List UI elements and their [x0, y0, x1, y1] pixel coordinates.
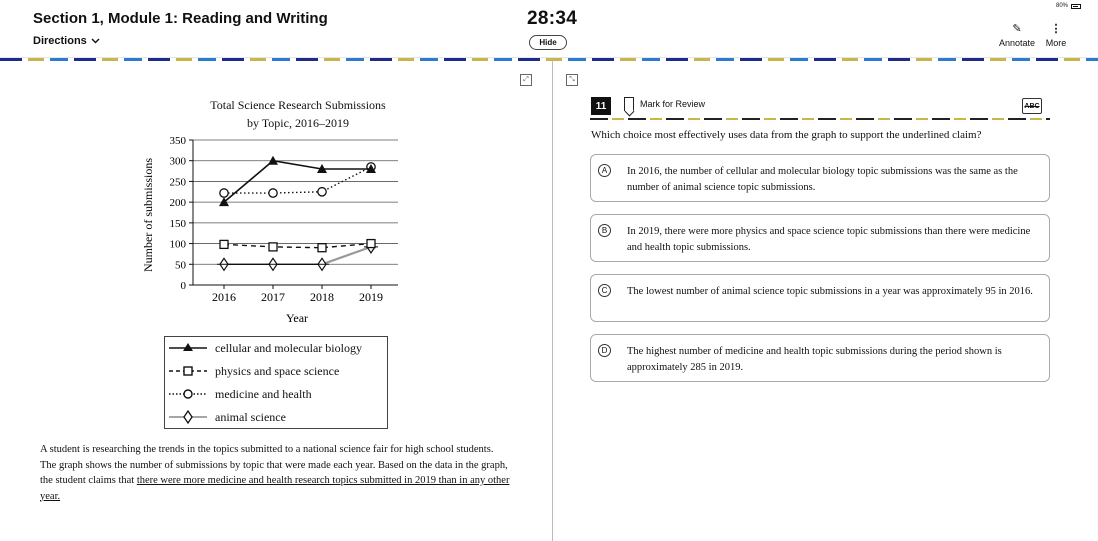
data-point-triangle — [268, 156, 278, 165]
x-tick-label: 2016 — [212, 290, 236, 304]
x-axis-label: Year — [285, 311, 309, 325]
choice-text: The highest number of medicine and health topic submissions during the period shown is approximately 285 in 2019. — [627, 346, 1002, 373]
y-tick-label: 100 — [169, 238, 186, 251]
status-bar — [1056, 3, 1081, 9]
more-vertical-icon: ⋮ — [1050, 23, 1062, 35]
passage — [40, 442, 510, 504]
series-line-square — [224, 244, 371, 248]
pencil-icon: ✎ — [1012, 23, 1022, 35]
bookmark-icon — [624, 97, 634, 111]
timer: 28:34 — [527, 8, 578, 29]
header-divider — [0, 58, 1098, 61]
choice-text: In 2019, there were more physics and space science topic submissions than there were medicine and health topic submissions. — [627, 226, 1031, 253]
panel-divider[interactable] — [552, 60, 553, 541]
y-tick-label: 50 — [175, 259, 186, 272]
choice-letter: D — [598, 344, 611, 357]
y-tick-label: 0 — [180, 280, 186, 292]
annotate-button[interactable] — [998, 22, 1036, 48]
data-point-square — [367, 240, 375, 248]
question-prompt: Which choice most effectively uses data from the graph to support the underlined claim? — [591, 129, 982, 141]
series-line-circle — [224, 167, 371, 193]
y-tick-label: 250 — [169, 176, 186, 189]
y-axis-label: Number of submissions — [141, 158, 155, 272]
question-number: 11 — [591, 97, 611, 115]
chart-title — [178, 96, 418, 132]
choice-letter: B — [598, 224, 611, 237]
series-line-animal-science-2019 — [322, 247, 371, 264]
passage-text: A student is researching the trends in the topics submitted to a national science fair for high school students. The graph shows the number of submissions by topic that were made each year. Based on the data in the graph, the student claims that — [40, 444, 508, 486]
chart-title-line1: Total Science Research Submissions — [210, 98, 386, 112]
answer-choice-c[interactable] — [590, 274, 1050, 322]
answer-choice-a[interactable] — [590, 154, 1050, 202]
choice-text: In 2016, the number of cellular and molecular biology topic submissions was the same as the number of animal science topic submissions. — [627, 166, 1018, 193]
top-bar — [0, 0, 1098, 58]
eliminator-toggle[interactable]: ABC — [1022, 98, 1042, 114]
data-point-circle — [318, 188, 326, 196]
y-tick-label: 350 — [169, 135, 186, 147]
legend-item — [165, 337, 362, 359]
legend-marker-triangle — [165, 337, 209, 359]
line-chart — [130, 130, 410, 330]
question-divider — [590, 118, 1050, 120]
expand-left-icon[interactable]: ⤢ — [520, 74, 532, 86]
legend-marker-diamond — [165, 406, 209, 428]
y-tick-label: 300 — [169, 155, 186, 168]
more-button[interactable] — [1044, 22, 1068, 48]
mark-for-review-button[interactable] — [624, 97, 705, 111]
legend-marker-circle — [165, 383, 209, 405]
legend-item — [165, 406, 286, 428]
legend-label: animal science — [215, 409, 286, 424]
directions-label: Directions — [33, 35, 87, 47]
legend-marker-square — [165, 360, 209, 382]
chart-legend — [164, 336, 388, 429]
expand-right-icon[interactable]: ⤡ — [566, 74, 578, 86]
chevron-down-icon — [91, 35, 100, 47]
x-tick-label: 2019 — [359, 290, 383, 304]
data-point-circle — [220, 189, 228, 197]
legend-label: medicine and health — [215, 386, 312, 401]
legend-label: cellular and molecular biology — [215, 340, 362, 355]
battery-percent: 80% — [1056, 3, 1069, 9]
annotate-label: Annotate — [998, 38, 1036, 48]
chart-title-line2: by Topic, 2016–2019 — [247, 116, 349, 130]
legend-item — [165, 360, 339, 382]
legend-label: physics and space science — [215, 363, 340, 378]
x-tick-label: 2018 — [310, 290, 334, 304]
data-point-circle — [269, 189, 277, 197]
more-label: More — [1045, 38, 1067, 48]
underlined-claim: there were more medicine and health research topics submitted in 2019 than in any other year. — [40, 475, 510, 502]
section-title: Section 1, Module 1: Reading and Writing — [33, 10, 328, 27]
choice-text: The lowest number of animal science topic submissions in a year was approximately 95 in 2016. — [627, 286, 1033, 297]
hide-timer-button[interactable]: Hide — [529, 35, 567, 50]
y-tick-label: 150 — [169, 217, 186, 230]
data-point-square — [269, 243, 277, 251]
answer-choice-d[interactable] — [590, 334, 1050, 382]
data-point-square — [220, 240, 228, 248]
data-point-square — [318, 244, 326, 252]
directions-button[interactable] — [33, 35, 100, 47]
battery-icon — [1071, 4, 1081, 9]
choice-letter: C — [598, 284, 611, 297]
choice-letter: A — [598, 164, 611, 177]
legend-item — [165, 383, 312, 405]
x-tick-label: 2017 — [261, 290, 285, 304]
mark-for-review-label: Mark for Review — [640, 99, 706, 109]
answer-choice-b[interactable] — [590, 214, 1050, 262]
y-tick-label: 200 — [169, 197, 186, 210]
